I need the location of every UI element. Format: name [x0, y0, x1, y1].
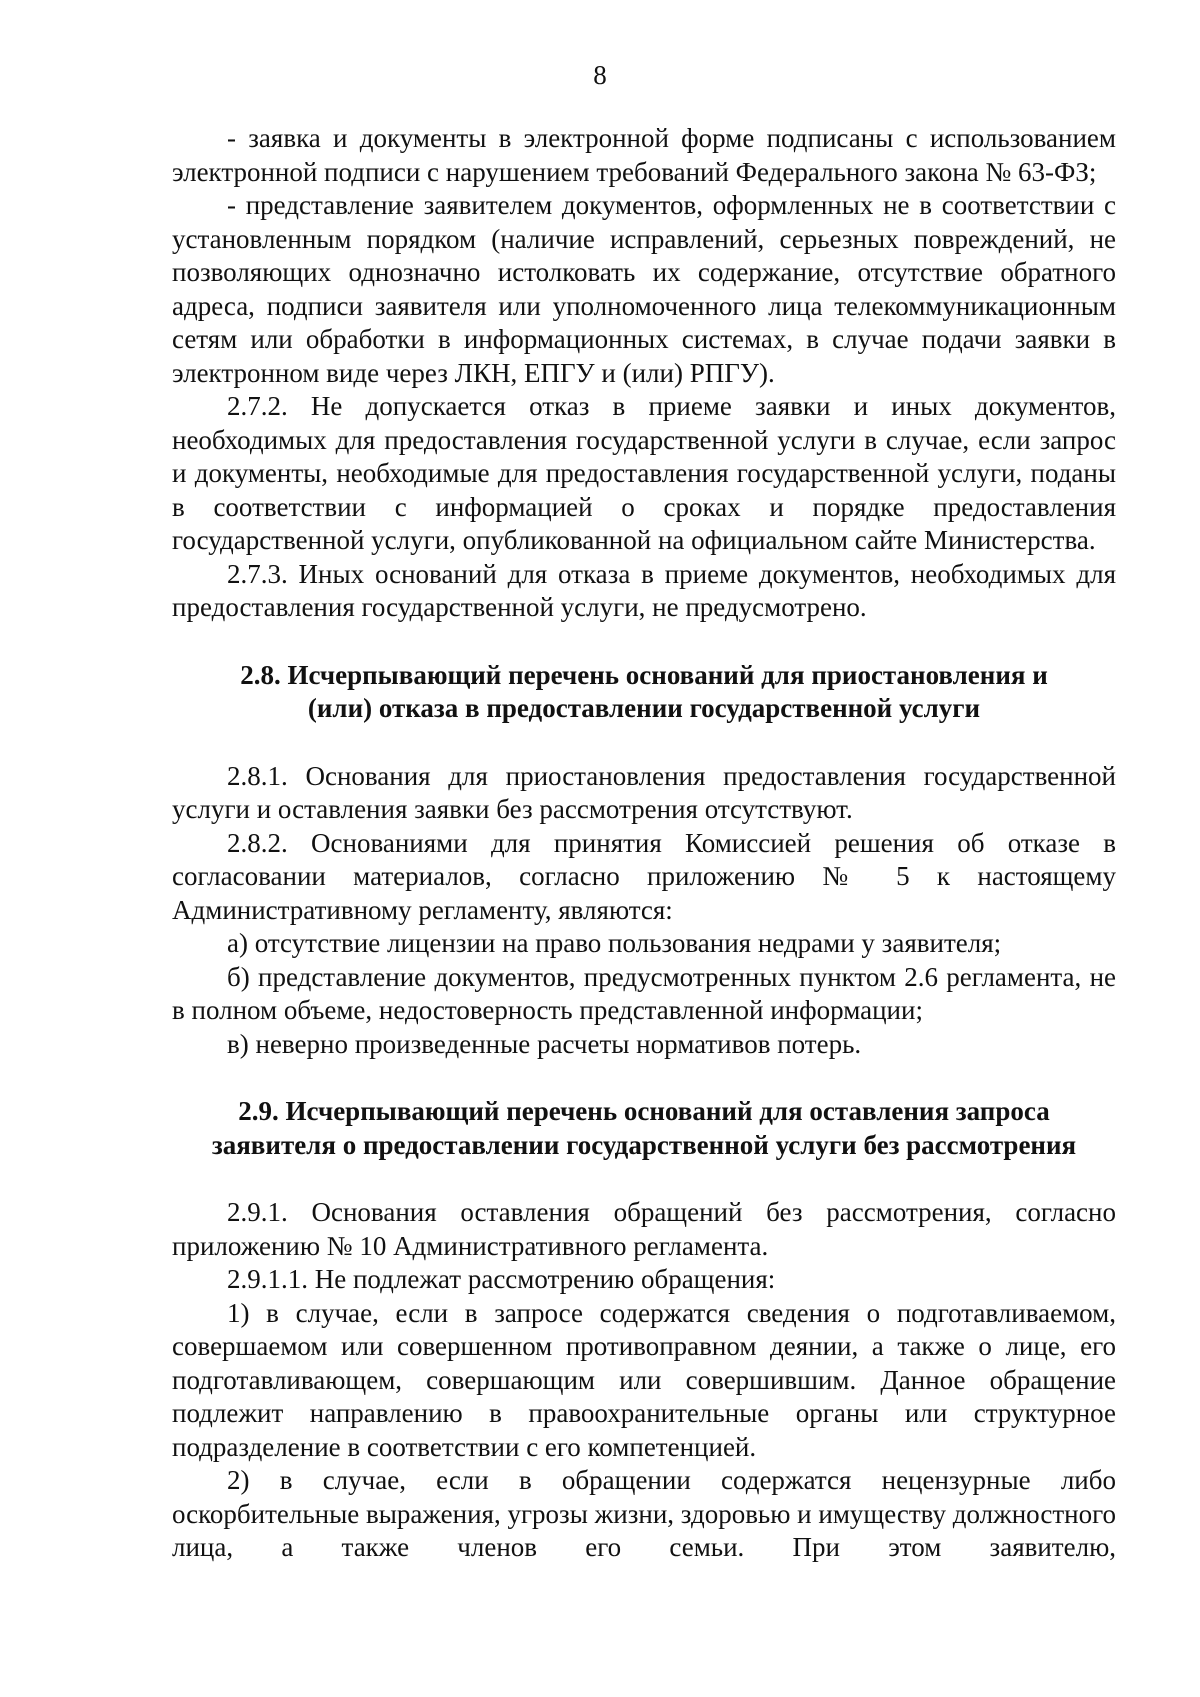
paragraph-2-7-3: 2.7.3. Иных оснований для отказа в приеме документов, необходимых для предоставления государственной услуги, не предусмотрено. — [172, 558, 1116, 622]
heading-line: заявителя о предоставлении государственной услуги без рассмотрения — [211, 1129, 1077, 1160]
page-number: 8 — [593, 60, 607, 90]
list-item-1: 1) в случае, если в запросе содержатся сведения о подготавливаемом, совершаемом или совершенном противоправном деянии, а также о лице, его подготавливающем, совершающим или совершившим. Данное обращение подлежит направлению в правоохранительные органы или структурное подразделение в соответствии с его компетенцией. — [172, 1297, 1116, 1462]
paragraph-2-7-2: 2.7.2. Не допускается отказ в приеме заявки и иных документов, необходимых для предоставления государственной услуги в случае, если запрос и документы, необходимые для предоставления государственной услуги, поданы в соответствии с информацией о сроках и порядке предоставления государственной услуги, опубликованной на официальном сайте Министерства. — [172, 391, 1116, 555]
heading-line: (или) отказа в предоставлении государственной услуги — [307, 693, 981, 723]
paragraph-2-9-1-1: 2.9.1.1. Не подлежат рассмотрению обращения: — [227, 1264, 776, 1294]
paragraph-2-9-1: 2.9.1. Основания оставления обращений без рассмотрения, согласно приложению № 10 Административного регламента. — [172, 1197, 1116, 1261]
section-heading-2-8 — [172, 659, 1116, 726]
section-heading-2-9 — [172, 1095, 1116, 1162]
list-item-a: а) отсутствие лицензии на право пользования недрами у заявителя; — [227, 928, 1002, 958]
heading-line: 2.8. Исчерпывающий перечень оснований для приостановления и — [240, 659, 1048, 690]
list-item-2: 2) в случае, если в обращении содержатся нецензурные либо оскорбительные выражения, угрозы жизни, здоровью и имуществу должностного лица, а также членов его семьи. При этом заявителю, — [172, 1465, 1116, 1562]
heading-line: 2.9. Исчерпывающий перечень оснований для оставления запроса — [238, 1096, 1050, 1126]
list-item-b: б) представление документов, предусмотренных пунктом 2.6 регламента, не в полном объеме, недостоверность представленной информации; — [172, 961, 1116, 1025]
paragraph-2-8-1: 2.8.1. Основания для приостановления предоставления государственной услуги и оставления заявки без рассмотрения отсутствуют. — [172, 760, 1116, 824]
list-item-v: в) неверно произведенные расчеты нормативов потерь. — [227, 1028, 862, 1059]
document-body — [172, 122, 1116, 1565]
paragraph-2-8-2: 2.8.2. Основаниями для принятия Комиссией решения об отказе в согласовании материалов, согласно приложению № 5 к настоящему Административному регламенту, являются: — [172, 827, 1116, 925]
paragraph-signature-violation: - заявка и документы в электронной форме подписаны с использованием электронной подписи с нарушением требований Федерального закона № 63-ФЗ; — [172, 123, 1116, 187]
paragraph-improper-documents: - представление заявителем документов, оформленных не в соответствии с установленным порядком (наличие исправлений, серьезных повреждений, не позволяющих однозначно истолковать их содержание, отсутствие обратного адреса, подписи заявителя или уполномоченного лица телекоммуникационным сетям или обработки в информационных системах, в случае подачи заявки в электронном виде через ЛКН, ЕПГУ и (или) РПГУ). — [172, 190, 1116, 388]
